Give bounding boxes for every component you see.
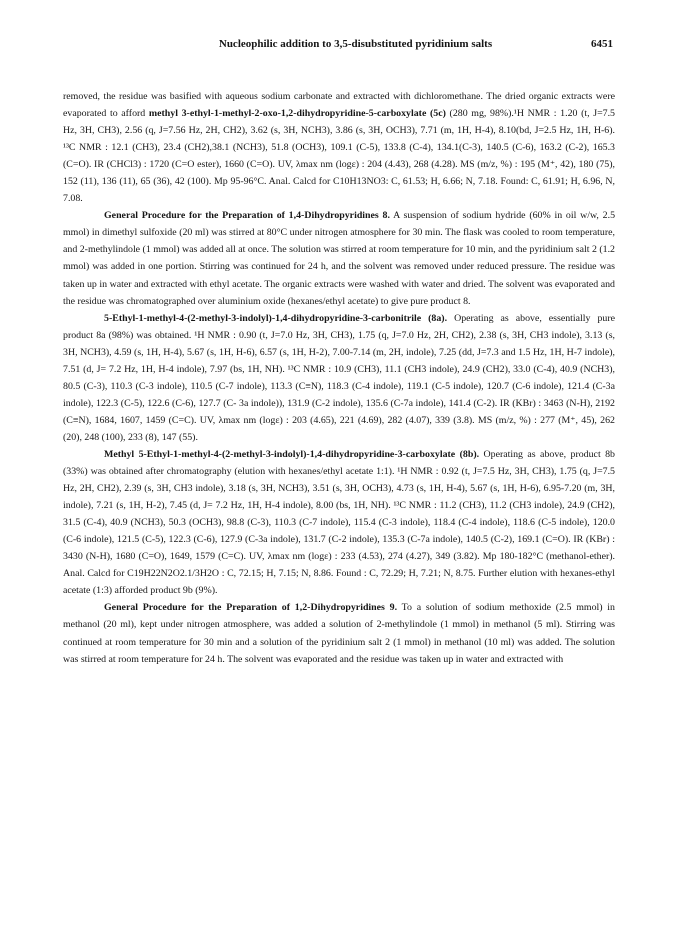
paragraph-procedure-1-2-dihydropyridines — [63, 599, 615, 667]
paragraph-procedure-1-4-dihydropyridines — [63, 207, 615, 309]
paragraph-compound-8b — [63, 446, 615, 599]
text-run: removed, the residue was basified with aqueous sodium carbonate and extracted with dichloromethane. The dried organic extracts were evaporated to afford — [63, 91, 615, 120]
running-header — [98, 38, 613, 54]
paragraph-compound-8a — [63, 310, 615, 446]
paragraph-5c-characterization — [63, 88, 615, 207]
text-run: Operating as above, essentially pure product 8a (98%) was obtained. ¹H NMR : 0.90 (t, J=7.0 Hz, 3H, CH3), 1.75 (q, J=7.0 Hz, 2H, CH2), 2.38 (s, 3H, CH3 indole), 3.13 (s, 3H, NCH3), 4.59 (s, 1H, H-4), 5.67 (s, 1H, H-6), 6.57 (s, 1H, H-2), 7.00-7.14 (m, 2H, indole), 7.25 (dd, J=7.3 and 1.5 Hz, 1H, H-7 indole), 7.51 (d, J= 7.2 Hz, 1H, H-4 indole), 7.97 (bs, 1H, NH). ¹³C NMR : 10.9 (CH3), 11.1 (CH3 indole), 24.9 (CH2), 33.0 (C-4), 40.9 (NCH3), 80.5 (C-3), 110.3 (C-3 indole), 110.5 (C-7 indole), 113.3 (C≡N), 118.3 (C-4 indole), 119.1 (C-5 indole), 120.7 (C-6 indole), 121.4 (C-3a indole), 122.3 (C-5), 122.6 (C-6), 127.7 (C- 3a indole)), 131.9 (C-2 indole), 135.6 (C-7a indole), 141.4 (C-2). IR (KBr) : 3463 (N-H), 2192 (C≡N), 1684, 1607, 1459 (C=C). UV, λmax nm (logε) : 203 (4.65), 221 (4.69), 282 (4.07), 339 (3.8). MS (m/z, %) : 277 (M⁺, 45), 262 (20), 248 (100), 233 (8), 147 (55). — [63, 312, 615, 443]
bold-run: General Procedure for the Preparation of 1,4-Dihydropyridines 8. — [104, 210, 390, 222]
text-run: To a solution of sodium methoxide (2.5 mmol) in methanol (20 ml), kept under nitrogen atmosphere, was added a solution of 2-methylindole (1 mmol) in methanol (5 ml). Stirring was continued at room temperature for 30 min and a solution of the pyridinium salt 2 (1 mmol) in methanol (10 ml) was added. The solution was stirred at room temperature for 24 h. The solvent was evaporated and the residue was taken up in water and extracted with — [63, 602, 615, 665]
bold-run: General Procedure for the Preparation of 1,2-Dihydropyridines 9. — [104, 602, 398, 614]
text-run: (280 mg, 98%).¹H NMR : 1.20 (t, J=7.5 Hz, 3H, CH3), 2.56 (q, J=7.56 Hz, 2H, CH2), 3.62 (s, 3H, NCH3), 3.86 (s, 3H, OCH3), 7.71 (m, 1H, H-4), 8.10(bd, J=2.5 Hz, 1H, H-6). ¹³C NMR : 12.1 (CH3), 23.4 (CH2),38.1 (NCH3), 51.8 (OCH3), 109.1 (C-5), 133.8 (C-4), 134.1(C-3), 140.5 (C-6), 163.2 (C-2), 165.3 (C=O). IR (CHCl3) : 1720 (C=O ester), 1660 (C=O). UV, λmax nm (logε) : 204 (4.43), 268 (4.28). MS (m/z, %) : 195 (M⁺, 42), 180 (75), 152 (11), 136 (11), 65 (36), 42 (100). Mp 95-96°C. Anal. Calcd for C10H13NO3: C, 61.53; H, 6.66; N, 7.18. Found: C, 61.91; H, 6.96, N, 7.08. — [63, 108, 615, 205]
running-title: Nucleophilic addition to 3,5-disubstituted pyridinium salts — [218, 38, 493, 50]
article-body — [63, 88, 615, 668]
page-number: 6451 — [591, 38, 613, 50]
bold-run: 5-Ethyl-1-methyl-4-(2-methyl-3-indolyl)-1,4-dihydropyridine-3-carbonitrile (8a). — [104, 312, 448, 324]
bold-run: methyl 3-ethyl-1-methyl-2-oxo-1,2-dihydropyridine-5-carboxylate (5c) — [148, 108, 446, 120]
bold-run: Methyl 5-Ethyl-1-methyl-4-(2-methyl-3-indolyl)-1,4-dihydropyridine-3-carboxylate (8b). — [104, 448, 480, 460]
text-run: A suspension of sodium hydride (60% in oil w/w, 2.5 mmol) in dimethyl sulfoxide (20 ml) was stirred at 80°C under nitrogen atmosphere for 30 min. The flask was cooled to room temperature, and 2-methylindole (1 mmol) was added all at once. The solution was stirred at room temperature for 10 min, and the pyridinium salt 2 (1.2 mmol) was added in one portion. Stirring was continued for 24 h, and the solvent was removed under reduced pressure. The residue was taken up in water and extracted with ethyl acetate. The organic extracts were washed with water and dried. The solvent was evaporated and the residue was chromatographed over aluminium oxide (hexanes/ethyl acetate) to give pure product 8. — [63, 210, 616, 307]
text-run: Operating as above, product 8b (33%) was obtained after chromatography (elution with hexanes/ethyl acetate 1:1). ¹H NMR : 0.92 (t, J=7.5 Hz, 3H, CH3), 1.75 (q, J=7.5 Hz, 2H, CH2), 2.39 (s, 3H, CH3 indole), 3.18 (s, 3H, NCH3), 3.51 (s, 3H, OCH3), 4.73 (s, 1H, H-4), 5.67 (s, 1H, H-6), 6.95-7.20 (m, 3H, indole), 7.21 (s, 1H, H-2), 7.45 (d, J= 7.2 Hz, 1H, H-4 indole), 8.00 (bs, 1H, NH). ¹³C NMR : 11.2 (CH3), 11.2 (CH3 indole), 24.9 (CH2), 31.5 (C-4), 40.9 (NCH3), 50.3 (OCH3), 98.8 (C-3), 110.3 (C-7 indole), 115.4 (C-3 indole), 118.4 (C-4 indole), 118.6 (C-5 indole), 120.0 (C-6 indole), 121.5 (C-5), 122.3 (C-6), 127.9 (C-3a indole), 131.7 (C-2 indole), 135.3 (C-7a indole), 140.5 (C-2), 169.1 (C=O). IR (KBr) : 3430 (N-H), 1680 (C=O), 1649, 1579 (C=C). UV, λmax nm (logε) : 233 (4.53), 274 (4.27), 349 (3.82). Mp 180-182°C (methanol-ether). Anal. Calcd for C19H22N2O2.1/3H2O : C, 72.15; H, 7.15; N, 8.86. Found : C, 72.29; H, 7.21; N, 8.75. Further elution with hexanes-ethyl acetate (1:3) afforded product 9b (9%). — [63, 448, 615, 597]
